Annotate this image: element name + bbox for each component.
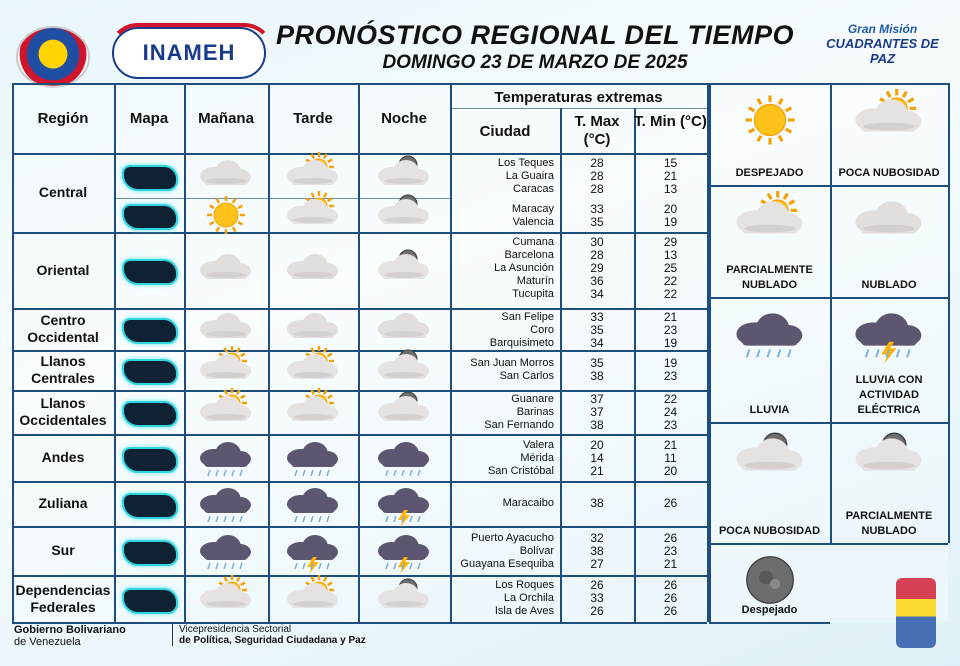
legend-label: POCA NUBOSIDAD: [718, 525, 821, 537]
sun-cloud-icon: [192, 388, 260, 436]
footer-gobierno: Gobierno Bolivariano de Venezuela: [14, 624, 126, 648]
temp-max: 28: [590, 248, 604, 262]
legend-label: POCA NUBOSIDAD: [838, 167, 940, 179]
temp-min: 13: [663, 182, 678, 196]
city-name: Tucupita: [512, 288, 554, 300]
rain-cloud-icon: [279, 434, 347, 482]
temp-min: 20: [663, 202, 678, 216]
temp-min: 26: [663, 531, 678, 545]
city-name: San Fernando: [484, 419, 554, 431]
temp-max: 21: [590, 464, 604, 478]
page-subtitle: DOMINGO 23 DE MARZO DE 2025: [382, 52, 688, 73]
temp-max: 35: [590, 323, 604, 337]
region-name: Oriental: [36, 261, 90, 278]
sun-cloud-icon: [192, 575, 260, 623]
city-name: San Felipe: [501, 311, 554, 323]
sun-cloud-icon: [279, 191, 347, 239]
inameh-logo: [112, 27, 266, 79]
region-name: Centro Occidental: [27, 312, 99, 345]
col-header-manana: Mañana: [198, 110, 254, 127]
inameh-logo-text: INAMEH: [142, 40, 236, 65]
temp-max: 38: [590, 496, 604, 510]
temp-max: 35: [590, 215, 604, 229]
temp-min: 19: [663, 336, 678, 350]
city-name: Isla de Aves: [494, 605, 554, 617]
rain-cloud-icon: [192, 527, 260, 575]
temp-min: 25: [663, 261, 678, 275]
temp-max: 30: [590, 235, 604, 249]
region-map: [122, 359, 178, 385]
city-name: Barcelona: [504, 249, 554, 261]
col-header-noche: Noche: [381, 110, 427, 127]
storm-cloud-icon: [844, 303, 934, 365]
moon-cloud-icon: [370, 191, 438, 239]
city-name: Caracas: [513, 183, 554, 195]
rain-cloud-icon: [279, 480, 347, 528]
temp-min: 15: [663, 156, 678, 170]
sun-cloud-icon: [192, 346, 260, 394]
sun-cloud-icon: [279, 388, 347, 436]
region-map: [122, 540, 178, 566]
temp-min: 23: [663, 418, 678, 432]
region-map: [122, 493, 178, 519]
temp-min: 26: [663, 496, 678, 510]
temp-min: 26: [663, 578, 678, 592]
legend-label: LLUVIA: [749, 404, 790, 416]
city-name: San Juan Morros: [470, 357, 554, 369]
temp-max: 27: [590, 557, 604, 571]
temp-min: 21: [663, 557, 678, 571]
city-name: Mérida: [520, 452, 554, 464]
city-name: Barquisimeto: [489, 337, 554, 349]
temp-min: 26: [663, 591, 678, 605]
temp-max: 37: [590, 405, 604, 419]
legend-label: DESPEJADO: [735, 167, 804, 179]
temp-max: 38: [590, 544, 604, 558]
storm-cloud-icon: [370, 527, 438, 575]
city-name: San Cristóbal: [487, 465, 554, 477]
sun-cloud-icon: [725, 191, 815, 253]
city-name: Los Teques: [497, 157, 554, 169]
col-header-tarde: Tarde: [293, 110, 333, 127]
temp-max: 26: [590, 604, 604, 618]
temp-max: 34: [590, 287, 604, 301]
city-name: La Guaira: [505, 170, 554, 182]
legend-label: PARCIALMENTE NUBLADO: [726, 264, 813, 291]
city-name: Maracay: [511, 203, 554, 215]
city-name: Los Roques: [495, 579, 554, 591]
region-map: [122, 401, 178, 427]
city-name: Coro: [530, 324, 554, 336]
city-name: Maracaibo: [502, 497, 554, 509]
moon-cloud-icon: [370, 388, 438, 436]
mision-cuadrantes-logo: Gran Misión CUADRANTES DE PAZ: [826, 22, 939, 66]
city-name: Cumana: [512, 236, 554, 248]
region-name: Zuliana: [38, 495, 88, 511]
temp-max: 33: [590, 310, 604, 324]
temp-max: 28: [590, 169, 604, 183]
city-name: La Asunción: [494, 262, 554, 274]
venezuela-shield-logo: [16, 26, 90, 88]
region-name: Llanos Centrales: [31, 353, 95, 386]
temp-min: 20: [663, 464, 678, 478]
page-title: PRONÓSTICO REGIONAL DEL TIEMPO: [275, 20, 795, 50]
cloud-icon: [279, 246, 347, 294]
temp-min: 26: [663, 604, 678, 618]
sun-cloud-icon: [279, 575, 347, 623]
temp-min: 21: [663, 438, 678, 452]
temp-min: 22: [663, 287, 678, 301]
region-name: Dependencias Federales: [15, 581, 111, 615]
storm-cloud-icon: [370, 480, 438, 528]
col-header-ciudad: Ciudad: [479, 123, 531, 140]
temp-max: 38: [590, 418, 604, 432]
temp-max: 33: [590, 591, 604, 605]
temp-max: 37: [590, 392, 604, 406]
legend-label: Despejado: [741, 604, 798, 616]
temp-max: 34: [590, 336, 604, 350]
legend-label: LLUVIA CON ACTIVIDAD ELÉCTRICA: [855, 374, 923, 416]
region-name: Andes: [41, 449, 85, 465]
col-header-tmax: T. Max (°C): [574, 113, 620, 148]
moon-cloud-icon: [725, 428, 815, 490]
city-name: Puerto Ayacucho: [471, 532, 554, 544]
city-name: San Carlos: [499, 370, 554, 382]
moon-cloud-icon: [844, 428, 934, 490]
legend-label: NUBLADO: [861, 279, 917, 291]
cloud-icon: [844, 191, 934, 253]
moon-cloud-icon: [370, 575, 438, 623]
legend-label: PARCIALMENTE NUBLADO: [845, 510, 933, 537]
temp-min: 23: [663, 544, 678, 558]
sun-cloud-icon: [279, 346, 347, 394]
city-name: Valera: [523, 439, 554, 451]
anniversary-logo: [896, 578, 936, 648]
temp-min: 11: [664, 451, 677, 465]
region-map: [122, 318, 178, 344]
temp-max: 26: [590, 578, 604, 592]
city-name: Valencia: [512, 216, 554, 228]
city-name: Guanare: [511, 393, 554, 405]
city-name: Guayana Esequiba: [460, 558, 554, 570]
temp-min: 24: [663, 405, 678, 419]
temp-max: 20: [590, 438, 604, 452]
temp-min: 23: [663, 323, 678, 337]
rain-cloud-icon: [192, 434, 260, 482]
storm-cloud-icon: [279, 527, 347, 575]
temp-min: 29: [663, 235, 678, 249]
cloud-icon: [192, 246, 260, 294]
rain-cloud-icon: [192, 480, 260, 528]
temp-max: 28: [590, 182, 604, 196]
temp-min: 22: [663, 392, 678, 406]
region-name: Sur: [51, 542, 75, 558]
temp-max: 38: [590, 369, 604, 383]
rain-cloud-icon: [725, 303, 815, 365]
col-header-region: Región: [37, 110, 89, 127]
temp-max: 14: [590, 451, 604, 465]
region-map: [122, 204, 178, 230]
temp-min: 21: [663, 169, 678, 183]
city-name: La Orchila: [503, 592, 554, 604]
region-name: Llanos Occidentales: [19, 395, 107, 428]
region-map: [122, 588, 178, 614]
sun-icon: [192, 191, 260, 239]
temp-max: 35: [590, 356, 604, 370]
region-map: [122, 259, 178, 285]
region-map: [122, 447, 178, 473]
temp-max: 32: [590, 531, 604, 545]
city-name: Maturín: [516, 275, 554, 287]
temp-min: 22: [663, 274, 678, 288]
temp-min: 19: [663, 215, 678, 229]
temp-max: 29: [590, 261, 604, 275]
moon-cloud-icon: [370, 246, 438, 294]
temp-min: 23: [663, 369, 678, 383]
temp-max: 36: [590, 274, 604, 288]
footer-vicepresidencia: Vicepresidencia Sectorial de Política, Seguridad Ciudadana y Paz: [172, 624, 366, 646]
rain-cloud-icon: [370, 434, 438, 482]
temp-min: 19: [663, 356, 678, 370]
city-name: Barinas: [516, 406, 554, 418]
temp-min: 13: [663, 248, 678, 262]
col-header-temperaturas: Temperaturas extremas: [494, 89, 663, 106]
col-header-mapa: Mapa: [129, 110, 169, 127]
city-name: Bolívar: [519, 545, 554, 557]
temp-max: 28: [590, 156, 604, 170]
temp-max: 33: [590, 202, 604, 216]
col-header-tmin: T. Min (°C): [634, 113, 707, 130]
moon-cloud-icon: [370, 346, 438, 394]
region-map: [122, 165, 178, 191]
temp-min: 21: [663, 310, 678, 324]
region-name: Central: [38, 184, 88, 200]
